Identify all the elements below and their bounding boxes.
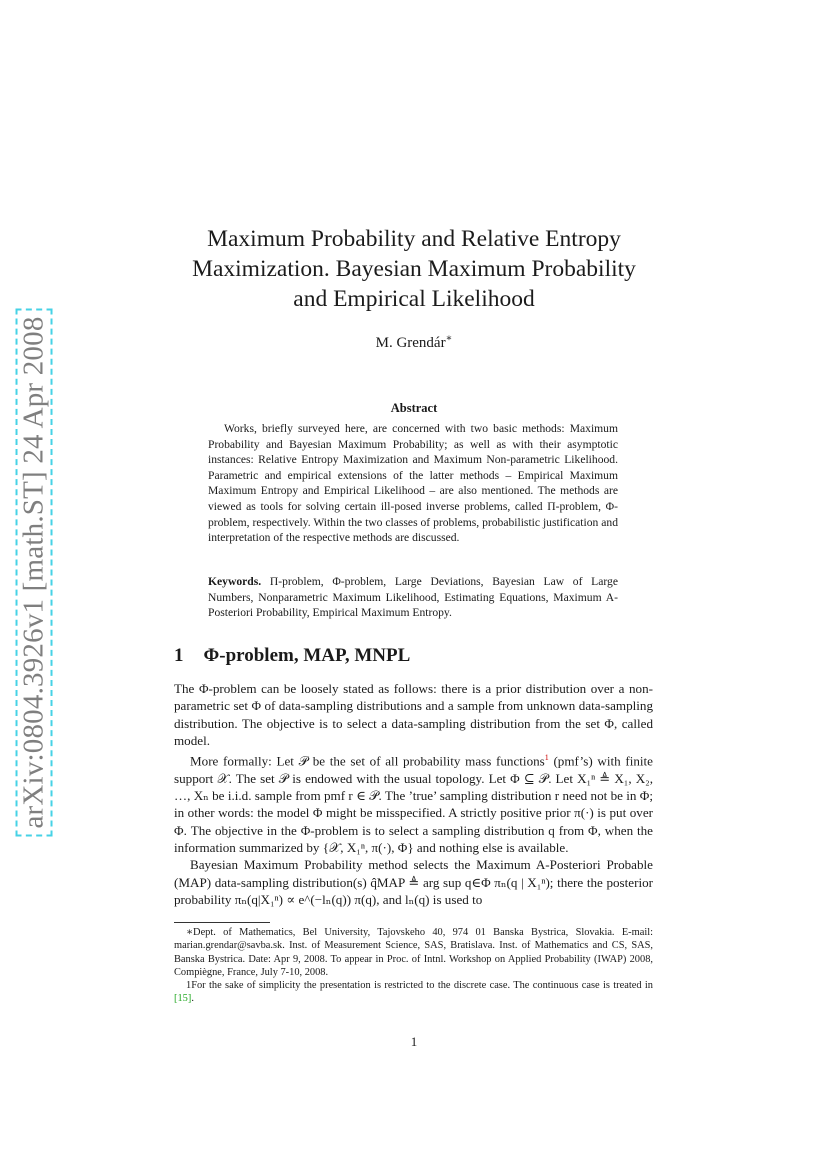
keywords-text: Π-problem, Φ-problem, Large Deviations, Bayesian Law of Large Numbers, Nonparametric Maximum Likelihood, Estimating Equations, Maximum A-Posteriori Probability, Empirical Maximum Entropy. [208,575,618,620]
abstract-body: Works, briefly surveyed here, are concerned with two basic methods: Maximum Probability and Bayesian Maximum Probability; as well as with their asymptotic instances: Relative Entropy Maximization and Maximum Non-parametric Likelihood. Parametric and empirical extensions of the latter methods – Empirical Maximum Maximum Entropy and Empirical Likelihood – are also mentioned. The methods are viewed as tools for solving certain ill-posed inverse problems, called Π-problem, Φ-problem, respectively. Within the two classes of problems, probabilistic justification and interpretation of the respective methods are discussed. [208,422,618,545]
footnote-1 [174,979,653,1006]
paragraph-2-rest: (pmf’s) with finite support 𝒳. The set 𝒫 is endowed with the usual topology. Let Φ ⊆ 𝒫. Let X₁ⁿ ≜ X₁, X₂, …, Xₙ be i.i.d. sample from pmf r ∈ 𝒫. The ’true’ sampling distribution r need not be in Φ; in other words: the model Φ might be misspecified. A strictly positive prior π(·) is put over Φ. The objective in the Φ-problem is to select a sampling distribution q from Φ, when the information summarized by {𝒳, X₁ⁿ, π(·), Φ} and nothing else is available. [174,753,653,856]
page-number: 1 [410,1034,418,1049]
footnote-1-end: . [191,993,194,1005]
section-heading [174,645,410,667]
author-name: M. Grendár [375,335,446,351]
title-line-1: Maximum Probability and Relative Entropy [207,226,621,252]
footnote-author: ∗Dept. of Mathematics, Bel University, Tajovskeho 40, 974 01 Banska Bystrica, Slovakia. E-mail: marian.grendar@savba.sk. Inst. of Measurement Science, SAS, Bratislava. Inst. of Mathematics and CS, SAS, Banska Bystrica. Date: Apr 9, 2008. To appear in Proc. of Intnl. Workshop on Applied Probability (IWAP) 2008, Compiègne, France, July 7-10, 2008. [174,927,653,978]
keywords-label: Keywords. [208,575,262,588]
citation-link[interactable]: [15] [174,993,192,1005]
footnote-1-text: 1For the sake of simplicity the presentation is restricted to the discrete case. The continuous case is treated in [186,980,653,992]
footnote-divider [174,922,270,923]
abstract-heading: Abstract [390,401,438,415]
author [120,333,708,352]
keywords [208,574,618,621]
footnotes [174,926,653,1006]
paragraph-1: The Φ-problem can be loosely stated as follows: there is a prior distribution over a non-parametric set Φ of data-sampling distributions and a sample from unknown data-sampling distribution. The objective is to select a data-sampling distribution from the set Φ, called model. [174,681,653,748]
author-footnote-mark: ∗ [445,333,453,344]
arxiv-stamp-text: arXiv:0804.3926v1 [math.ST] 24 Apr 2008 [16,308,53,836]
section-body [174,680,653,908]
title-line-3: and Empirical Likelihood [293,286,535,312]
paragraph-2-start: More formally: Let 𝒫 be the set of all probability mass functions [190,753,545,769]
section-number: 1 [174,645,184,666]
section-title: Φ-problem, MAP, MNPL [203,645,411,666]
title-line-2: Maximization. Bayesian Maximum Probability [192,256,636,282]
paragraph-2 [174,749,653,856]
paragraph-3: Bayesian Maximum Probability method selects the Maximum A-Posteriori Probable (MAP) data-sampling distribution(s) q̂MAP ≜ arg sup q∈Φ πₙ(q | X₁ⁿ); there the posterior probability πₙ(q|X₁ⁿ) ∝ e^(−lₙ(q)) π(q), and lₙ(q) is used to [174,857,653,907]
arxiv-stamp [16,315,52,829]
footnote-ref-1[interactable]: 1 [544,753,549,763]
paper-title [120,224,708,314]
